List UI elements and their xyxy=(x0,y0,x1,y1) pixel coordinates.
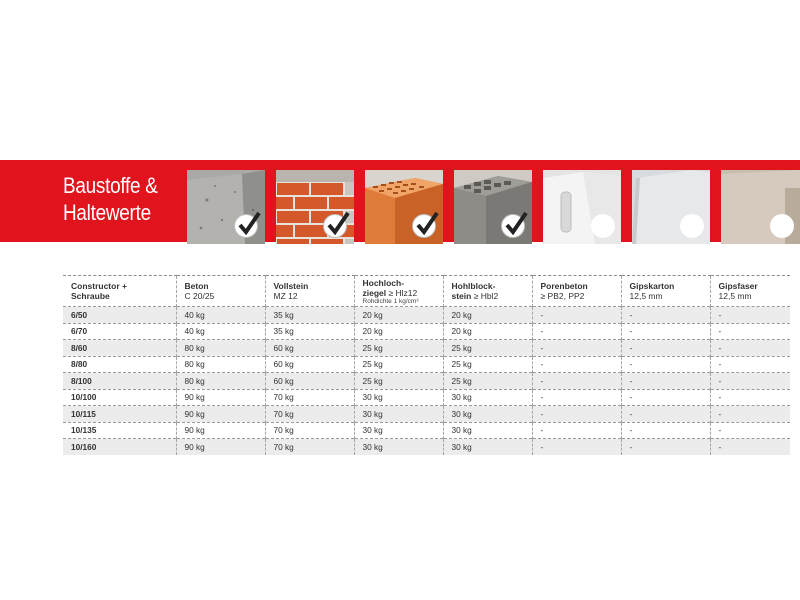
load-value-cell: - xyxy=(532,422,621,439)
load-value-cell: 30 kg xyxy=(354,439,443,456)
load-value-cell: 25 kg xyxy=(354,373,443,390)
load-value-cell: - xyxy=(710,422,790,439)
check-icon xyxy=(323,214,347,238)
load-value-cell: 20 kg xyxy=(354,323,443,340)
screw-size-cell: 10/160 xyxy=(63,439,176,456)
load-value-cell: 80 kg xyxy=(176,373,265,390)
header-line: Beton xyxy=(184,281,209,291)
load-value-cell: - xyxy=(532,373,621,390)
header-line: 12,5 mm xyxy=(629,291,663,301)
load-value-cell: 35 kg xyxy=(265,323,354,340)
load-value-cell: 80 kg xyxy=(176,356,265,373)
load-value-cell: - xyxy=(532,307,621,324)
table-row xyxy=(63,389,790,406)
material-tile-beton xyxy=(187,170,265,244)
load-value-cell: 90 kg xyxy=(176,389,265,406)
material-tile-hochlochziegel xyxy=(365,170,443,244)
check-icon xyxy=(501,214,525,238)
holding-values-table xyxy=(63,275,790,455)
load-value-cell: - xyxy=(621,340,710,357)
load-value-cell: 20 kg xyxy=(354,307,443,324)
load-value-cell: - xyxy=(621,439,710,456)
load-value-cell: 40 kg xyxy=(176,307,265,324)
check-icon xyxy=(234,214,258,238)
header-line: Vollstein xyxy=(273,281,309,291)
circle-icon xyxy=(680,214,704,238)
load-value-cell: - xyxy=(710,406,790,423)
material-tile-gipskarton xyxy=(632,170,710,244)
load-value-cell: - xyxy=(621,422,710,439)
header-line: ≥ Hbl2 xyxy=(471,291,499,301)
header-line: Hochloch- xyxy=(362,278,405,288)
load-value-cell: - xyxy=(710,307,790,324)
header-line: ziegel xyxy=(362,288,387,298)
load-value-cell: - xyxy=(621,389,710,406)
header-line: 12,5 mm xyxy=(718,291,752,301)
material-tile-gipsfaser xyxy=(721,170,800,244)
table-row xyxy=(63,356,790,373)
load-value-cell: 30 kg xyxy=(443,439,532,456)
load-value-cell: - xyxy=(532,406,621,423)
material-tile-hohlblockstein xyxy=(454,170,532,244)
screw-size-cell: 8/100 xyxy=(63,373,176,390)
load-value-cell: - xyxy=(710,356,790,373)
header-line: Gipskarton xyxy=(629,281,675,291)
load-value-cell: - xyxy=(532,340,621,357)
load-value-cell: 80 kg xyxy=(176,340,265,357)
table-row xyxy=(63,439,790,456)
load-value-cell: 90 kg xyxy=(176,422,265,439)
load-value-cell: 90 kg xyxy=(176,406,265,423)
load-value-cell: - xyxy=(710,389,790,406)
header-vollstein xyxy=(265,276,354,307)
load-value-cell: - xyxy=(532,323,621,340)
load-value-cell: 30 kg xyxy=(354,406,443,423)
load-value-cell: - xyxy=(621,373,710,390)
header-line: C 20/25 xyxy=(184,291,215,301)
load-value-cell: 25 kg xyxy=(354,340,443,357)
material-tile-porenbeton xyxy=(543,170,621,244)
load-value-cell: 30 kg xyxy=(443,389,532,406)
load-value-cell: - xyxy=(710,323,790,340)
load-value-cell: - xyxy=(532,389,621,406)
load-value-cell: - xyxy=(621,356,710,373)
load-value-cell: 25 kg xyxy=(443,373,532,390)
load-value-cell: 70 kg xyxy=(265,422,354,439)
load-value-cell: 70 kg xyxy=(265,406,354,423)
header-hochlochziegel xyxy=(354,276,443,307)
load-value-cell: 60 kg xyxy=(265,340,354,357)
load-value-cell: - xyxy=(621,406,710,423)
header-line: stein xyxy=(451,291,472,301)
screw-size-cell: 10/135 xyxy=(63,422,176,439)
screw-size-cell: 6/70 xyxy=(63,323,176,340)
load-value-cell: 70 kg xyxy=(265,389,354,406)
title-line-1: Baustoffe & xyxy=(63,173,158,198)
load-value-cell: - xyxy=(710,340,790,357)
header-hohlblockstein xyxy=(443,276,532,307)
header-constructor xyxy=(63,276,176,307)
circle-icon xyxy=(770,214,794,238)
screw-size-cell: 6/50 xyxy=(63,307,176,324)
load-value-cell: - xyxy=(710,439,790,456)
load-value-cell: 40 kg xyxy=(176,323,265,340)
check-icon xyxy=(412,214,436,238)
header-line: MZ 12 xyxy=(273,291,298,301)
title-line-2: Haltewerte xyxy=(63,200,151,225)
header-gipskarton xyxy=(621,276,710,307)
header-line: Constructor + xyxy=(71,281,127,291)
load-value-cell: - xyxy=(532,439,621,456)
table-row xyxy=(63,422,790,439)
header-line: Rohdichte 1 kg/cm³ xyxy=(362,298,419,305)
table-row xyxy=(63,406,790,423)
load-value-cell: 20 kg xyxy=(443,323,532,340)
load-value-cell: 35 kg xyxy=(265,307,354,324)
load-value-cell: 90 kg xyxy=(176,439,265,456)
header-line: ≥ Hlz12 xyxy=(386,288,418,298)
header-line: ≥ PB2, PP2 xyxy=(540,291,585,301)
load-value-cell: 60 kg xyxy=(265,373,354,390)
load-value-cell: - xyxy=(532,356,621,373)
header-line: Porenbeton xyxy=(540,281,588,291)
load-value-cell: 60 kg xyxy=(265,356,354,373)
load-value-cell: 25 kg xyxy=(443,340,532,357)
load-value-cell: 70 kg xyxy=(265,439,354,456)
header-line: Hohlblock- xyxy=(451,281,496,291)
load-value-cell: 30 kg xyxy=(443,422,532,439)
header-line: Gipsfaser xyxy=(718,281,758,291)
page-title xyxy=(63,172,158,226)
header-line: Schraube xyxy=(71,291,110,301)
load-value-cell: 30 kg xyxy=(354,389,443,406)
load-value-cell: - xyxy=(621,307,710,324)
circle-icon xyxy=(591,214,615,238)
screw-size-cell: 10/100 xyxy=(63,389,176,406)
header-porenbeton xyxy=(532,276,621,307)
screw-size-cell: 8/80 xyxy=(63,356,176,373)
table-row xyxy=(63,307,790,324)
screw-size-cell: 8/60 xyxy=(63,340,176,357)
load-value-cell: 25 kg xyxy=(443,356,532,373)
table-row xyxy=(63,323,790,340)
load-value-cell: - xyxy=(621,323,710,340)
load-value-cell: 30 kg xyxy=(443,406,532,423)
table-row xyxy=(63,340,790,357)
table-header-row xyxy=(63,276,790,307)
header-gipsfaser xyxy=(710,276,790,307)
load-value-cell: 25 kg xyxy=(354,356,443,373)
load-value-cell: - xyxy=(710,373,790,390)
load-value-cell: 20 kg xyxy=(443,307,532,324)
material-tile-vollstein xyxy=(276,170,354,244)
load-value-cell: 30 kg xyxy=(354,422,443,439)
header-beton xyxy=(176,276,265,307)
table-row xyxy=(63,373,790,390)
screw-size-cell: 10/115 xyxy=(63,406,176,423)
